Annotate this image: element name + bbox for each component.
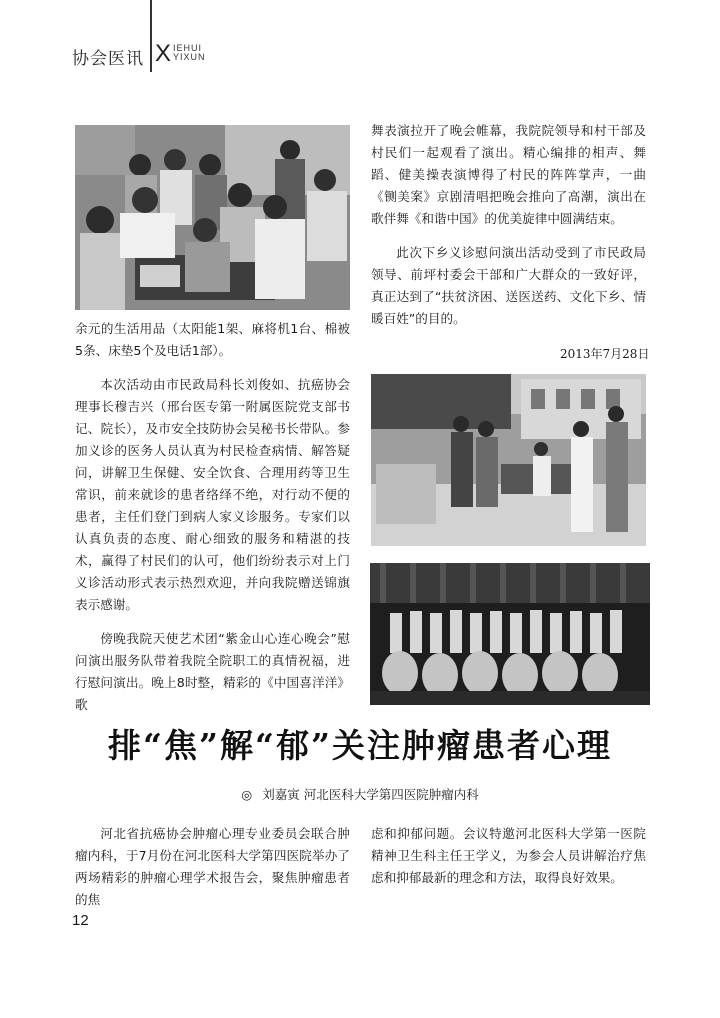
byline xyxy=(0,785,720,803)
stage-performance-photo xyxy=(370,563,650,705)
paragraph: 此次下乡义诊慰问演出活动受到了市民政局领导、前坪村委会干部和广大群众的一致好评，真正达到了“扶贫济困、送医送药、文化下乡、情暖百姓”的目的。 xyxy=(371,245,646,326)
paragraph: 舞表演拉开了晚会帷幕，我院院领导和村干部及村民们一起观看了演出。精心编排的相声、舞蹈、健美操表演博得了村民的阵阵掌声，一曲《铡美案》京剧清唱把晚会推向了高潮，演出在歌伴舞《和谐中国》的优美旋律中圆满结束。 xyxy=(371,123,646,226)
logo-sub-bottom: YIXUN xyxy=(173,52,206,62)
paragraph: 本次活动由市民政局科长刘俊如、抗癌协会理事长穆吉兴（邢台医专第一附属医院党支部书记、院长），及市安全技防协会吴秘书长带队。参加义诊的医务人员认真为村民检查病情、解答疑问，讲解卫生保健、安全饮食、合理用药等卫生常识，前来就诊的患者络绎不绝，对行动不便的患者，主任们登门到病人家义诊服务。专家们以认真负责的态度、耐心细致的服务和精湛的技术，赢得了村民们的认可，他们纷纷表示对上门义诊活动形式表示热烈欢迎，并向我院赠送锦旗表示感谢。 xyxy=(75,377,350,612)
article-date: 2013年7月28日 xyxy=(560,347,650,361)
article-right-column xyxy=(371,823,646,889)
left-column xyxy=(75,318,350,716)
outdoor-gathering-photo xyxy=(371,374,646,546)
section-title: 协会医讯 xyxy=(72,49,144,69)
header-divider xyxy=(150,0,152,72)
section-logo-subtitle xyxy=(173,44,206,62)
byline-mark: ◎ xyxy=(241,787,253,802)
paragraph: 虑和抑郁问题。会议特邀河北医科大学第一医院精神卫生科主任王学义，为参会人员讲解治疗焦虑和抑郁最新的理念和方法，取得良好效果。 xyxy=(371,826,646,885)
page-number: 12 xyxy=(72,912,89,929)
paragraph: 河北省抗癌协会肿瘤心理专业委员会联合肿瘤内科，于7月份在河北医科大学第四医院举办了两场精彩的肿瘤心理学术报告会，聚焦肿瘤患者的焦 xyxy=(75,826,350,907)
article-title: 排“焦”解“郁”关注肿瘤患者心理 xyxy=(108,726,612,765)
article-left-column xyxy=(75,823,350,911)
clinic-consultation-photo xyxy=(75,125,350,310)
paragraph: 余元的生活用品（太阳能1架、麻将机1台、棉被5条、床垫5个及电话1部）。 xyxy=(75,321,350,358)
paragraph: 傍晚我院天使艺术团“紫金山心连心晚会”慰问演出服务队带着我院全院职工的真情祝福，进行慰问演出。晚上8时整，精彩的《中国喜洋洋》歌 xyxy=(75,631,350,712)
section-logo-letter: X xyxy=(155,40,172,67)
byline-author: 刘嘉寅 河北医科大学第四医院肿瘤内科 xyxy=(262,787,479,802)
right-column xyxy=(371,120,646,330)
logo-sub-top: IEHUI xyxy=(173,43,203,53)
